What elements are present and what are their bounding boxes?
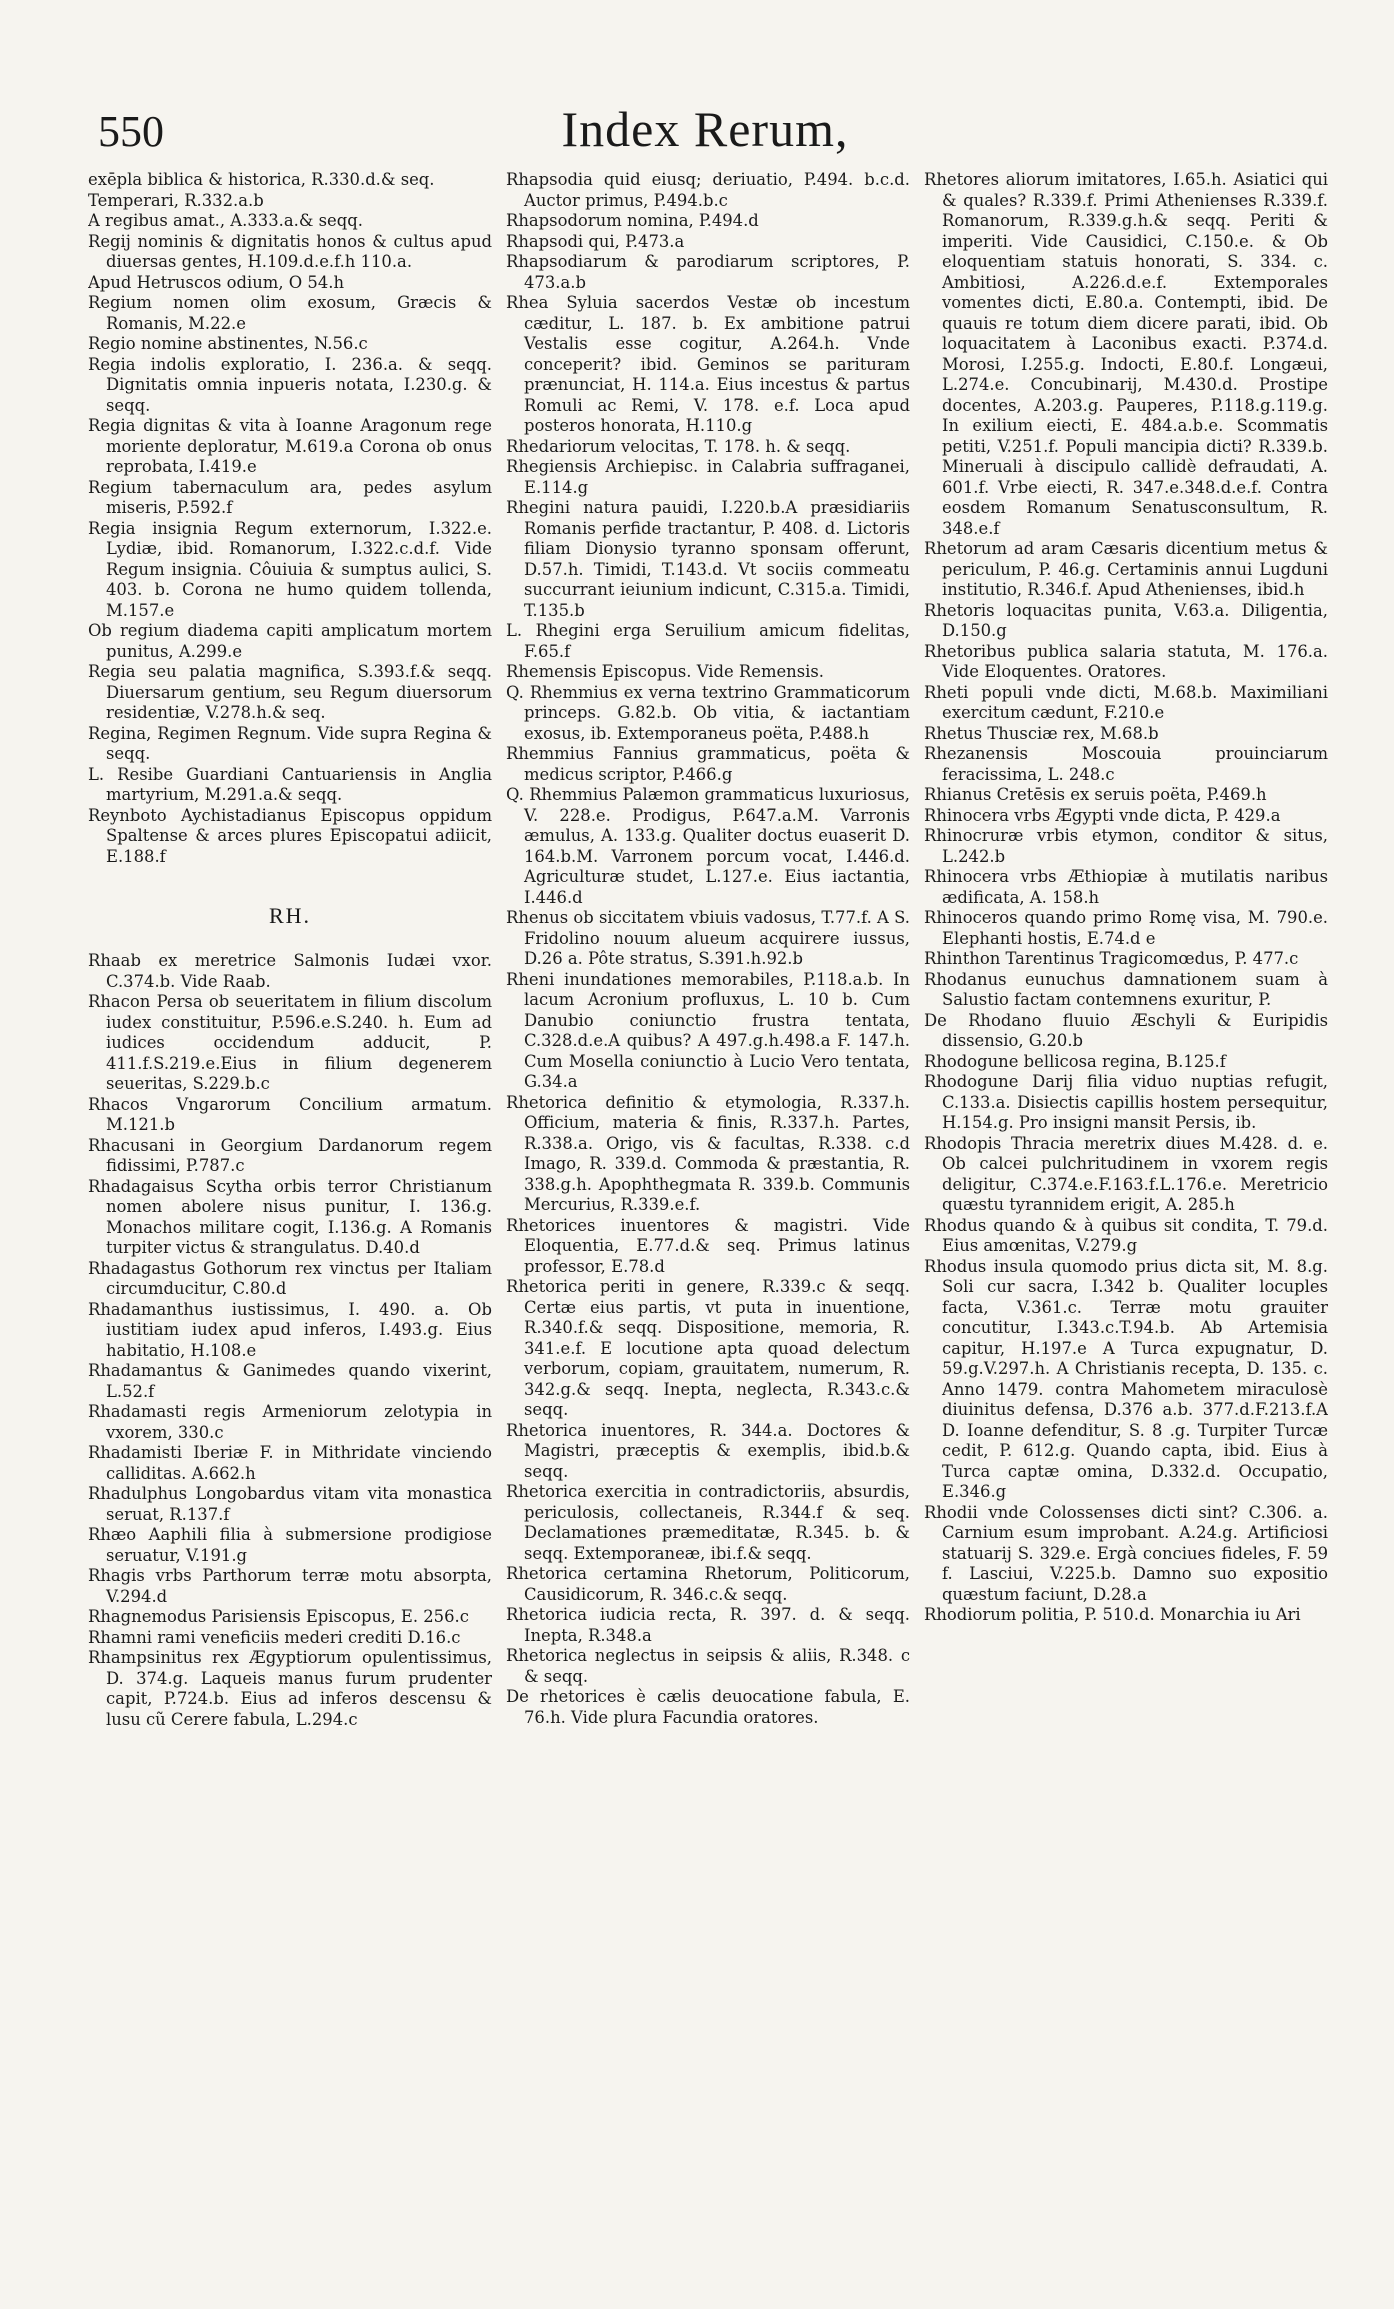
index-entry: A regibus amat., A.333.a.& seqq. (88, 211, 363, 230)
index-entry: Rhacon Persa ob seueritatem in filium discolum iudex constituitur, P.596.e.S.240. h. Eum ad iudices occidendum adducit, P. 411.f.S.219.e.Eius in filium degenerem seueritas, S.229.b.c (88, 992, 492, 1093)
index-columns (88, 170, 1328, 2280)
index-entry: Rhetorica periti in genere, R.339.c & seqq. Certæ eius partis, vt puta in inuentione, R.340.f.& seqq. Dispositione, memoria, R. 341.e.f. E locutione apta quoad delectum verborum, copiam, grauitatem, numerum, R. 342.g.& seqq. Inepta, neglecta, R.343.c.& seqq. (506, 1277, 910, 1419)
index-entry: Rhadulphus Longobardus vitam vita monastica seruat, R.137.f (88, 1484, 492, 1524)
index-entry: Rhapsodiarum & parodiarum scriptores, P. 473.a.b (506, 252, 910, 292)
index-entry: Regina, Regimen Regnum. Vide supra Regina & seqq. (88, 723, 492, 763)
index-entry: Rhamni rami veneficiis mederi crediti D.16.c (88, 1627, 461, 1647)
index-entry: Rhetorum ad aram Cæsaris dicentium metus & periculum, P. 46.g. Certaminis annui Lugduni institutio, R.346.f. Apud Athenienses, ibid.h (924, 539, 1328, 599)
index-entry: Rhodus insula quomodo prius dicta sit, M. 8.g. Soli cur sacra, I.342 b. Qualiter locuples facta, V.361.c. Terræ motu grauiter concutitur, I.343.c.T.94.b. Ab Artemisia capitur, H.197.e A Turca expugnatur, D. 59.g.V.297.h. A Christianis recepta, D. 135. c. Anno 1479. contra Mahometem miraculosè diuinitus defensa, D.376 a.b. 377.d.F.213.f.A D. Ioanne defenditur, S. 8 .g. Turpiter Turcæ cedit, P. 612.g. Quando capta, ibid. Eius à Turca captæ omina, D.332.d. Occupatio, E.346.g (924, 1256, 1328, 1501)
index-entry: Regio nomine abstinentes, N.56.c (88, 334, 368, 353)
index-entry: Rhacos Vngarorum Concilium armatum. M.121.b (88, 1094, 492, 1134)
index-entry: Rhinocruræ vrbis etymon, conditor & situs, L.242.b (924, 826, 1328, 866)
index-entry: Rhodiorum politia, P. 510.d. Monarchia iu Ari (924, 1605, 1301, 1624)
index-entry: Rhadamantus & Ganimedes quando vixerint, L.52.f (88, 1361, 492, 1401)
index-entry: Rhegiensis Archiepisc. in Calabria suffraganei, E.114.g (506, 457, 910, 497)
index-entry: Reynboto Aychistadianus Episcopus oppidum Spaltense & arces plures Episcopatui adiicit, E.188.f (88, 805, 492, 866)
column-left (88, 170, 492, 2280)
index-entry: L. Resibe Guardiani Cantuariensis in Anglia martyrium, M.291.a.& seqq. (88, 764, 492, 804)
index-entry: Rhagis vrbs Parthorum terræ motu absorpta, V.294.d (88, 1566, 492, 1606)
index-entry: Rhetoribus publica salaria statuta, M. 176.a. Vide Eloquentes. Oratores. (924, 641, 1328, 681)
index-entry: Regia dignitas & vita à Ioanne Aragonum rege moriente deploratur, M.619.a Corona ob onus reprobata, I.419.e (88, 416, 492, 476)
index-entry: Rheni inundationes memorabiles, P.118.a.b. In lacum Acronium profluxus, L. 10 b. Cum Danubio coniunctio frustra tentata, C.328.d.e.A quibus? A 497.g.h.498.a F. 147.h. Cum Mosella coniunctio à Lucio Vero tentata, G.34.a (506, 969, 910, 1091)
index-entry: Q. Rhemmius ex verna textrino Grammaticorum princeps. G.82.b. Ob vitia, & iactantiam exosus, ib. Extemporaneus poëta, P.488.h (506, 682, 910, 743)
index-entry: Rhodopis Thracia meretrix diues M.428. d. e. Ob calcei pulchritudinem in vxorem regis deligitur, C.374.e.F.163.f.L.176.e. Meretricio quæstu tyrannidem erigit, A. 285.h (924, 1133, 1328, 1214)
index-entry: Rhetoris loquacitas punita, V.63.a. Diligentia, D.150.g (924, 600, 1328, 640)
index-entry: Rhaab ex meretrice Salmonis Iudæi vxor. C.374.b. Vide Raab. (88, 951, 492, 991)
index-entry: Rhadamasti regis Armeniorum zelotypia in vxorem, 330.c (88, 1402, 492, 1442)
index-entry: Q. Rhemmius Palæmon grammaticus luxuriosus, V. 228.e. Prodigus, P.647.a.M. Varronis æmulus, A. 133.g. Qualiter doctus euaserit D. 164.b.M. Varronem porcum vocat, I.446.d. Agriculturæ studet, L.127.e. Eius iactantia, I.446.d (506, 785, 910, 907)
index-entry: Rhadagastus Gothorum rex vinctus per Italiam circumducitur, C.80.d (88, 1258, 492, 1298)
index-entry: Rhenus ob siccitatem vbiuis vadosus, T.77.f. A S. Fridolino nouum alueum acquirere iussus, D.26 a. Pôte stratus, S.391.h.92.b (506, 908, 910, 968)
index-entry: Rhemmius Fannius grammaticus, poëta & medicus scriptor, P.466.g (506, 744, 910, 784)
index-entry: Rhegini natura pauidi, I.220.b.A præsidiariis Romanis perfide tractantur, P. 408. d. Lictoris filiam Dionysio tyranno sponsam offerunt, D.57.h. Timidi, T.143.d. Vt sociis commeatu succurrant ieiunium indicunt, C.315.a. Timidi, T.135.b (506, 498, 910, 620)
index-entry: Rhianus Cretēsis ex seruis poëta, P.469.h (924, 785, 1267, 804)
index-entry: Rhea Syluia sacerdos Vestæ ob incestum cæditur, L. 187. b. Ex ambitione patrui Vestalis esse cogitur, A.264.h. Vnde conceperit? ibid. Geminos se parituram prænunciat, H. 114.a. Eius incestus & partus Romuli ac Remi, V. 178. e.f. Loca apud posteros honorata, H.110.g (506, 293, 910, 435)
page-number: 550 (98, 107, 164, 156)
column-right (924, 170, 1328, 2280)
index-entry: Rhetorica definitio & etymologia, R.337.h. Officium, materia & finis, R.337.h. Partes, R.338.a. Origo, vis & facultas, R.338. c.d Imago, R. 339.d. Commoda & præstantia, R. 338.g.h. Apophthegmata R. 339.b. Communis Mercurius, R.339.e.f. (506, 1092, 910, 1214)
index-entry: Rhetorica iudicia recta, R. 397. d. & seqq. Inepta, R.348.a (506, 1605, 910, 1645)
index-entry: Regia indolis exploratio, I. 236.a. & seqq. Dignitatis omnia inpueris notata, I.230.g. & seqq. (88, 354, 492, 415)
index-entry: Rhezanensis Moscouia prouinciarum feracissima, L. 248.c (924, 744, 1328, 784)
index-entry: Rhapsodia quid eiusq; deriuatio, P.494. b.c.d. Auctor primus, P.494.b.c (506, 170, 910, 210)
index-entry: Apud Hetruscos odium, O 54.h (88, 272, 345, 292)
index-entry: Rhetorices inuentores & magistri. Vide Eloquentia, E.77.d.& seq. Primus latinus professor, E.78.d (506, 1215, 910, 1276)
index-entry: Rhæo Aaphili filia à submersione prodigiose seruatur, V.191.g (88, 1525, 492, 1565)
index-entry: De rhetorices è cælis deuocatione fabula, E. 76.h. Vide plura Facundia oratores. (506, 1687, 910, 1727)
index-entry: Rhinocera vrbs Æthiopiæ à mutilatis naribus ædificata, A. 158.h (924, 867, 1328, 907)
index-entry: Rhetorica inuentores, R. 344.a. Doctores & Magistri, præceptis & exemplis, ibid.b.& seqq. (506, 1420, 910, 1481)
index-entry: Rhedariorum velocitas, T. 178. h. & seqq. (506, 436, 851, 456)
index-entry: Rheti populi vnde dicti, M.68.b. Maximiliani exercitum cædunt, F.210.e (924, 682, 1328, 722)
index-entry: Rhodanus eunuchus damnationem suam à Salustio factam contemnens exuritur, P. (924, 969, 1328, 1009)
index-entry: Ob regium diadema capiti amplicatum mortem punitus, A.299.e (88, 621, 492, 661)
section-heading: RH. (268, 903, 312, 928)
page-header (90, 100, 1320, 170)
index-entry: Rhemensis Episcopus. Vide Remensis. (506, 662, 825, 681)
index-entry: Rhampsinitus rex Ægyptiorum opulentissimus, D. 374.g. Laqueis manus furum prudenter capit, P.724.b. Eius ad inferos descensu & lusu cũ Cerere fabula, L.294.c (88, 1648, 492, 1729)
index-entry: Rhadamanthus iustissimus, I. 490. a. Ob iustitiam iudex apud inferos, I.493.g. Eius habitatio, H.108.e (88, 1299, 492, 1360)
index-entry: Regia seu palatia magnifica, S.393.f.& seqq. Diuersarum gentium, seu Regum diuersorum residentiæ, V.278.h.& seq. (88, 662, 492, 722)
index-entry: Rhinthon Tarentinus Tragicomœdus, P. 477.c (924, 949, 1299, 968)
index-entry: Rhetorica exercitia in contradictoriis, absurdis, periculosis, collectaneis, R.344.f & seq. Declamationes præmeditatæ, R.345. b. & seqq. Extemporaneæ, ibi.f.& seqq. (506, 1482, 910, 1563)
index-entry: Rhadamisti Iberiæ F. in Mithridate vinciendo calliditas. A.662.h (88, 1443, 492, 1483)
index-entry: Rhodogune bellicosa regina, B.125.f (924, 1051, 1226, 1071)
index-entry: Rhinocera vrbs Ægypti vnde dicta, P. 429.a (924, 805, 1281, 825)
index-entry: exēpla biblica & historica, R.330.d.& seq. (88, 170, 435, 189)
index-entry: Rhetores aliorum imitatores, I.65.h. Asiatici qui & quales? R.339.f. Primi Athenienses R.339.f. Romanorum, R.339.g.h.& seqq. Periti & imperiti. Vide Causidici, C.150.e. & Ob eloquentiam statuis honorati, S. 334. c. Ambitiosi, A.226.d.e.f. Extemporales vomentes dicti, E.80.a. Contempti, ibid. De quauis re totum diem dicere parati, ibid. Ob loquacitatem à Laconibus exacti. P.374.d. Morosi, I.255.g. Indocti, E.80.f. Longæui, L.274.e. Concubinarij, M.430.d. Prostipe docentes, A.203.g. Pauperes, P.118.g.119.g. In exilium eiecti, E. 484.a.b.e. Scommatis petiti, V.251.f. Populi mancipia dicti? R.339.b. Mineruali à discipulo callidè defraudati, A. 601.f. Vrbe eiecti, R. 347.e.348.d.e.f. Contra eosdem Romanum Senatusconsultum, R. 348.e.f (924, 170, 1328, 538)
index-entry: L. Rhegini erga Seruilium amicum fidelitas, F.65.f (506, 621, 910, 661)
index-entry: Rhetus Thusciæ rex, M.68.b (924, 723, 1159, 743)
index-entry: Regium nomen olim exosum, Græcis & Romanis, M.22.e (88, 293, 492, 333)
index-entry: Rhetorica certamina Rhetorum, Politicorum, Causidicorum, R. 346.c.& seqq. (506, 1564, 910, 1604)
index-entry: Rhodogune Darij filia viduo nuptias refugit, C.133.a. Disiectis capillis hostem persequitur, H.154.g. Pro insigni mansit Persis, ib. (924, 1072, 1328, 1132)
index-entry: Rhodii vnde Colossenses dicti sint? C.306. a. Carnium esum improbant. A.24.g. Artificiosi statuarij S. 329.e. Ergà conciues fideles, F. 59 f. Lasciui, V.225.b. Damno suo expositio quæstum faciunt, D.28.a (924, 1502, 1328, 1604)
page-title: Index Rerum, (561, 101, 849, 157)
index-entry: Regium tabernaculum ara, pedes asylum miseris, P.592.f (88, 477, 492, 517)
index-entry: Rhapsodorum nomina, P.494.d (506, 211, 759, 230)
index-entry: Rhagnemodus Parisiensis Episcopus, E. 256.c (88, 1607, 469, 1626)
index-entry: Rhadagaisus Scytha orbis terror Christianum nomen abolere nisus punitur, I. 136.g. Monachos militare cogit, I.136.g. A Romanis turpiter victus & strangulatus. D.40.d (88, 1176, 492, 1257)
index-entry: Rhinoceros quando primo Romę visa, M. 790.e. Elephanti hostis, E.74.d e (924, 908, 1328, 948)
index-entry: Regia insignia Regum externorum, I.322.e. Lydiæ, ibid. Romanorum, I.322.c.d.f. Vide Regum insignia. Côuiuia & sumptus aulici, S. 403. b. Corona ne humo quidem tollenda, M.157.e (88, 518, 492, 620)
index-entry: Temperari, R.332.a.b (88, 190, 264, 210)
index-entry: Rhodus quando & à quibus sit condita, T. 79.d. Eius amœnitas, V.279.g (924, 1215, 1328, 1255)
index-entry: Rhapsodi qui, P.473.a (506, 231, 685, 251)
index-entry: Rhetorica neglectus in seipsis & aliis, R.348. c & seqq. (506, 1646, 910, 1686)
column-middle (506, 170, 910, 2280)
index-entry: Regij nominis & dignitatis honos & cultus apud diuersas gentes, H.109.d.e.f.h 110.a. (88, 231, 492, 271)
index-entry: Rhacusani in Georgium Dardanorum regem fidissimi, P.787.c (88, 1135, 492, 1175)
index-entry: De Rhodano fluuio Æschyli & Euripidis dissensio, G.20.b (924, 1010, 1328, 1050)
